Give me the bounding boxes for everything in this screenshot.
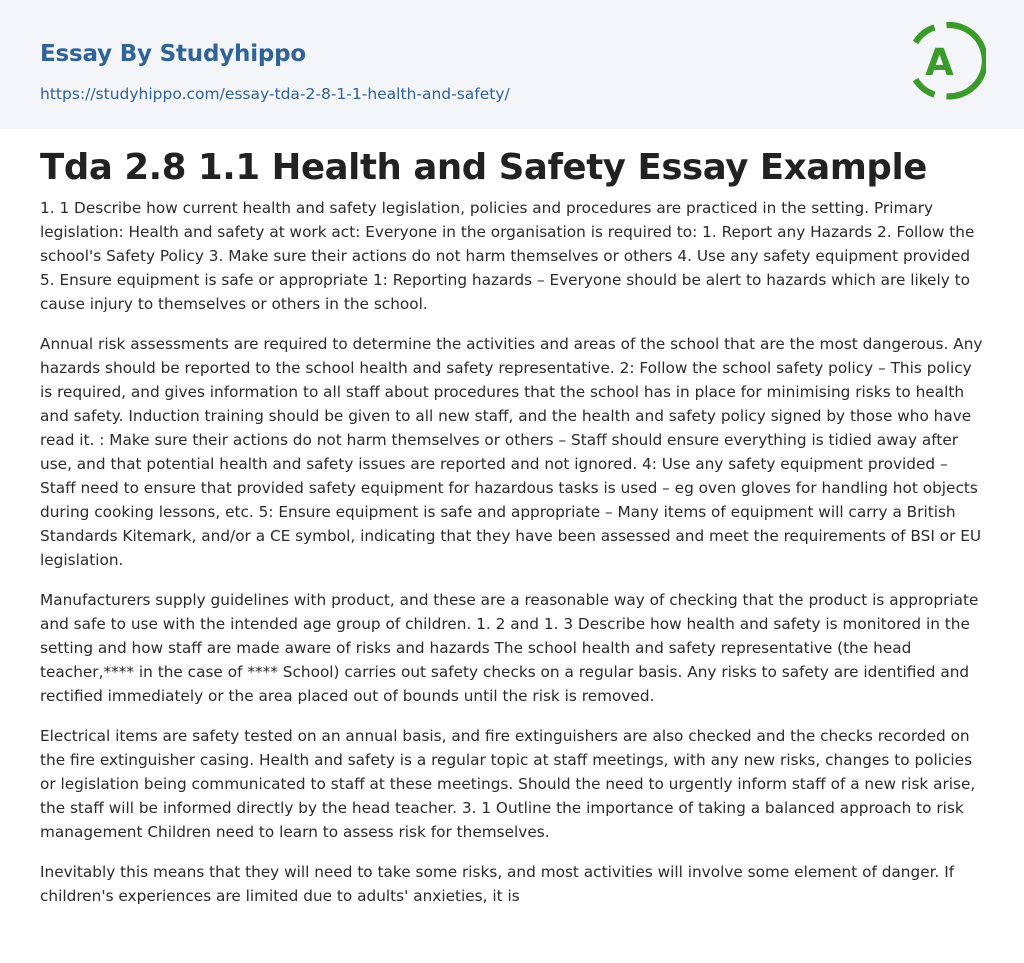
article bbox=[40, 145, 986, 924]
article-paragraph: Manufacturers supply guidelines with product, and these are a reasonable way of checking that the product is appropriate and safe to use with the intended age group of children. 1. 2 and 1. 3 Describe how health and safety is monitored in the setting and how staff are made aware of risks and hazards The school health and safety representative (the head teacher,**** in the case of **** School) carries out safety checks on a regular basis. Any risks to safety are identified and rectified immediately or the area placed out of bounds until the risk is removed. bbox=[40, 591, 979, 705]
studyhippo-logo-icon[interactable] bbox=[912, 19, 986, 105]
article-paragraph: Inevitably this means that they will need to take some risks, and most activities will involve some element of danger. If children's experiences are limited due to adults' anxieties, it is bbox=[40, 863, 955, 905]
site-brand[interactable]: Essay By Studyhippo bbox=[40, 41, 307, 67]
article-paragraph: Annual risk assessments are required to determine the activities and areas of the school that are the most dangerous. Any hazards should be reported to the school health and safety representative. 2: Follow the school safety policy – This policy is required, and gives information to all staff about procedures that the school has in place for minimising risks to health and safety. Induction training should be given to all new staff, and the health and safety policy signed by those who have read it. : Make sure their actions do not harm themselves or others – Staff should ensure everything is tidied away after use, and that potential health and safety issues are reported and not ignored. 4: Use any safety equipment provided – Staff need to ensure that provided safety equipment for hazardous tasks is used – eg oven gloves for handling hot objects during cooking lessons, etc. 5: Ensure equipment is safe and appropriate – Many items of equipment will carry a British Standards Kitemark, and/or a CE symbol, indicating that they have been assessed and meet the requirements of BSI or EU legislation. bbox=[40, 335, 983, 569]
site-header bbox=[0, 0, 1024, 129]
source-url-link[interactable]: https://studyhippo.com/essay-tda-2-8-1-1-health-and-safety/ bbox=[40, 85, 510, 103]
logo-letter: A bbox=[925, 41, 954, 84]
article-title: Tda 2.8 1.1 Health and Safety Essay Example bbox=[40, 147, 927, 188]
article-paragraph: Electrical items are safety tested on an annual basis, and fire extinguishers are also checked and the checks recorded on the fire extinguisher casing. Health and safety is a regular topic at staff meetings, with any new risks, changes to policies or legislation being communicated to staff at these meetings. Should the need to urgently inform staff of a new risk arise, the staff will be informed directly by the head teacher. 3. 1 Outline the importance of taking a balanced approach to risk management Children need to learn to assess risk for themselves. bbox=[40, 727, 976, 841]
article-paragraph: 1. 1 Describe how current health and safety legislation, policies and procedures are practiced in the setting. Primary legislation: Health and safety at work act: Everyone in the organisation is required to: 1. Report any Hazards 2. Follow the school's Safety Policy 3. Make sure their actions do not harm themselves or others 4. Use any safety equipment provided 5. Ensure equipment is safe or appropriate 1: Reporting hazards – Everyone should be alert to hazards which are likely to cause injury to themselves or others in the school. bbox=[40, 199, 975, 313]
